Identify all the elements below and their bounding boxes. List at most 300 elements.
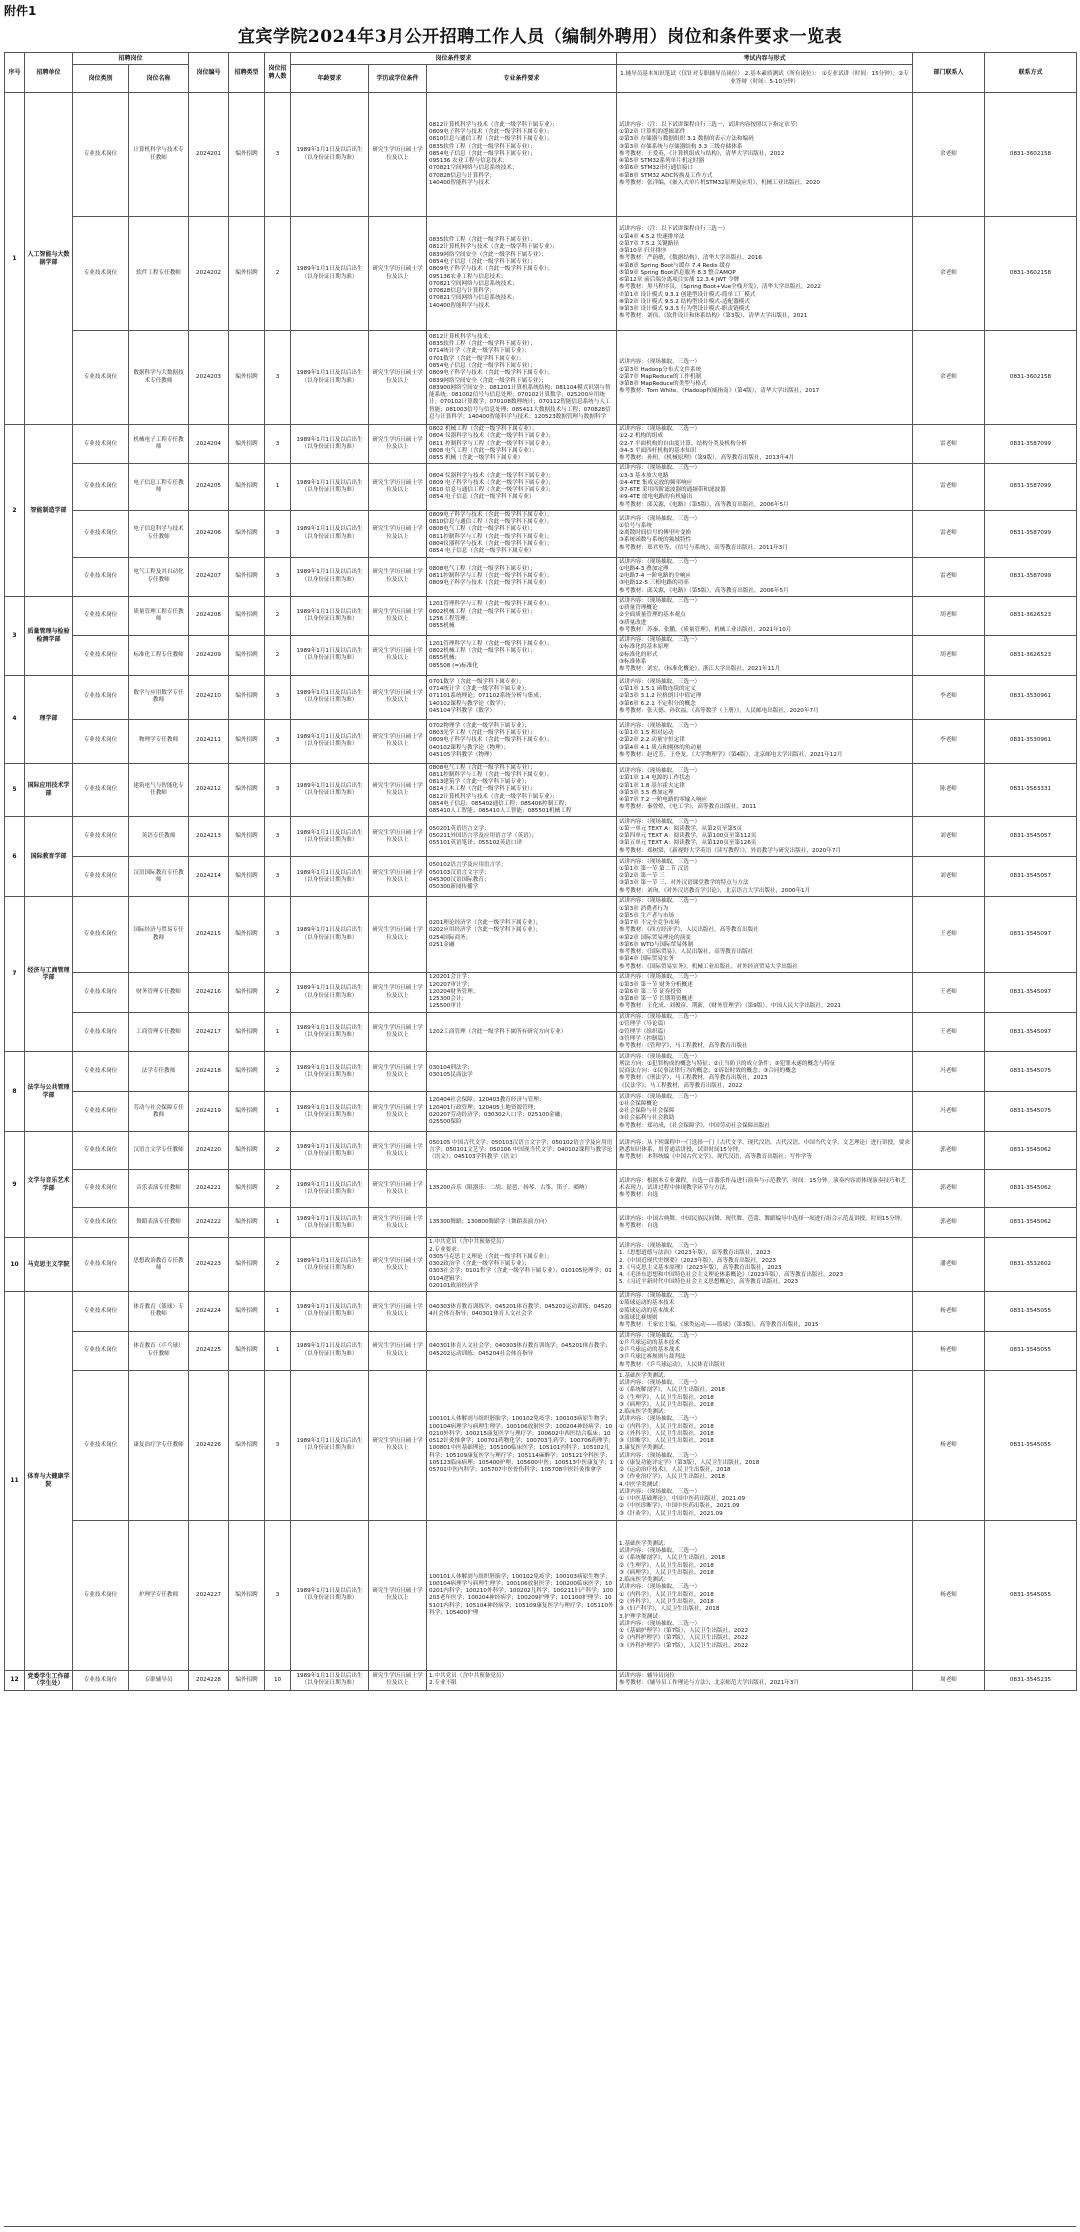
cell-age: 1989年1月1日及以后出生（以身份证日期为准） (291, 510, 369, 557)
cell-major: 0808电气工程（含此一级学科下属专业）； 0811控制科学与工程（含此一级学科下属专业）； 0809电子科学与技术（含此一级学科下属专业） (427, 557, 617, 596)
cell-major: 040303体育教育训练学；045201体育教学；045202运动训练；045204社会体育指导；040301体育人文社会学 (427, 1292, 617, 1331)
cell-recruit-type: 编外招聘 (229, 817, 265, 857)
cell-exam: 试讲内容：（现场抽取，三选一） ①2-2 机构的组成 ②2-7 平面机构的自由度计算、结构分类及机构分析 ③4-3 平面四杆机构的基本知识 参考教材：孙桓，《机械原理》（第9版），高等教育出版社，2013年4月 (617, 425, 913, 464)
cell-major: 1.中共党员（含中共预备党员） 2.专业要求： 0305马克思主义理论（含此一级学科下属专业）； 0302政治学（含此一级学科下属专业）； 0303社会学；0101哲学（含此一级学科下属专业）；010105伦理学；010104逻辑学； 020101政治经济学 (427, 1238, 617, 1292)
cell-post-type: 专业技术岗位 (73, 1052, 129, 1092)
cell-seq: 11 (5, 1292, 25, 1671)
table-row (5, 1208, 1077, 1238)
cell-post-type: 专业技术岗位 (73, 510, 129, 557)
cell-major: 100101人体解剖与组织胚胎学；100102免疫学；100103病原生物学；100104病理学与病理生理学；100106放射医学；100204神经病学；100210外科学；100215康复医学与理疗学；100602中西医结合临床；100512针灸推拿学；100701药物化学；100703生药学；100706药理学；100801中医基础理论；105100临床医学；105101内科学；105102儿科学；105109康复医学与理疗学；105114麻醉学；105121全科医学；105123临床病理；105400护理；105600中医；100513中医康复学；105701中医内科学；105707中医骨伤科学；105708中医针灸推拿学 (427, 1370, 617, 1520)
cell-count: 3 (265, 675, 291, 719)
cell-post-code: 2024222 (189, 1208, 229, 1238)
cell-major: 0201理论经济学（含此一级学科下属专业）； 0202应用经济学（含此一级学科下属专业）； 0254国际商务； 0251金融 (427, 897, 617, 973)
cell-post-code: 2024227 (189, 1520, 229, 1670)
cell-post-code: 2024203 (189, 331, 229, 425)
cell-post-name: 汉语国际教育专任教师 (129, 857, 189, 897)
cell-recruit-type: 编外招聘 (229, 1052, 265, 1092)
cell-contact: 刘老师 (913, 817, 985, 857)
cell-degree: 研究生学历且硕士学位及以上 (369, 464, 427, 511)
cell-exam: 试讲内容：中国古典舞、中国民族民间舞、现代舞、芭蕾、舞蹈编导中选择一项进行组合示范及讲授，时间15分钟。 参考教材：自选 (617, 1208, 913, 1238)
cell-post-type: 专业技术岗位 (73, 636, 129, 675)
cell-seq: 3 (5, 596, 25, 675)
cell-post-code: 2024221 (189, 1170, 229, 1208)
cell-degree: 研究生学历且硕士学位及以上 (369, 817, 427, 857)
cell-post-type: 专业技术岗位 (73, 425, 129, 464)
cell-post-name: 劳动与社会保障专任教师 (129, 1092, 189, 1132)
cell-recruit-type: 编外招聘 (229, 897, 265, 973)
cell-post-type: 专业技术岗位 (73, 464, 129, 511)
cell-degree: 研究生学历且硕士学位及以上 (369, 897, 427, 973)
col-post-group: 招聘岗位 (73, 53, 189, 65)
cell-exam: 试讲内容：（现场抽取，三选一） ①第1章 第一节 第二节 汉语 ②第2章 第一节 三 ③第3章 第一节 三、对外汉语课堂教学的特点与方法 参考教材：刘珣，《对外汉语教育学引论》，北京语言大学出版社，2000年1月 (617, 857, 913, 897)
cell-unit: 党委学生工作部（学生处） (25, 1670, 73, 1690)
table-row (5, 557, 1077, 596)
cell-count: 3 (265, 719, 291, 763)
table-row (5, 719, 1077, 763)
cell-recruit-type: 编外招聘 (229, 93, 265, 217)
cell-recruit-type: 编外招聘 (229, 1013, 265, 1052)
cell-post-code: 2024216 (189, 973, 229, 1013)
cell-age: 1989年1月1日及以后出生（以身份证日期为准） (291, 1331, 369, 1370)
table-row (5, 425, 1077, 464)
cell-count: 3 (265, 817, 291, 857)
cell-exam: 试讲内容：（注：以下试讲课程自行三选一） ①第4章 4.5.2 快速排序法 ②第7章 7.5.2 关键路径 ③第10章 归并排序 参考教材：严蔚敏，《数据结构》，清华大学出版社，2016 ④第8章 Spring Boot与缓存 7.4 Redis 缓存 ⑤第9章 Spring Boot消息服务 8.3 整合AMQP ⑥第12章 前后端分离项目实战 12.3.4 JWT 令牌 参考教材：黑马程序员，《Spring Boot+Vue全栈开发》，清华大学出版社，2022 ⑦第1章 设计模式 9.3.1 创建型设计模式-简单工厂模式 ⑧第2章 设计模式 9.5.2 结构型设计模式-适配器模式 ⑨第3章 设计模式 9.3.3 行为型设计模式-职责链模式 参考教材：刘伟，《软件设计和体系结构》（第3版），清华大学出版社，2021 (617, 217, 913, 331)
cell-post-code: 2024217 (189, 1013, 229, 1052)
cell-major: 050201英语语言文学； 050211外国语言学及应用语言学（英语）； 055101英语笔译；055102英语口译 (427, 817, 617, 857)
cell-count: 1 (265, 1292, 291, 1331)
table-row (5, 675, 1077, 719)
cell-unit: 体育与大健康学院 (25, 1292, 73, 1671)
cell-major: 100101人体解剖与组织胚胎学；100102免疫学；100103病原生物学；100104病理学与病理生理学；100106放射医学；100200临床医学；100201内科学；100210外科学；100202儿科学；100211妇产科学；100203老年医学；100204神经病学；100209护理学；101100护理学；105101内科学；105104神经病学；105109康复医学与理疗学；105110外科学；105400护理 (427, 1520, 617, 1670)
cell-post-code: 2024213 (189, 817, 229, 857)
cell-phone: 0831-3587099 (985, 557, 1077, 596)
table-row (5, 1052, 1077, 1092)
cell-degree: 研究生学历且硕士学位及以上 (369, 1208, 427, 1238)
col-post-type: 岗位类别 (73, 65, 129, 93)
cell-recruit-type: 编外招聘 (229, 510, 265, 557)
cell-exam: 试讲内容：（现场抽取，三选一） ①第1章 1.5.1 函数连续的定义 ②第3章 3.1.2 拉格朗日中值定理 ③第6章 6.2.1 不定积分的概念 参考教材：张天德、孙钦福，《高等数学（上册）》，人民邮电出版社，2020年7月 (617, 675, 913, 719)
table-row (5, 1170, 1077, 1208)
cell-recruit-type: 编外招聘 (229, 636, 265, 675)
cell-age: 1989年1月1日及以后出生（以身份证日期为准） (291, 596, 369, 635)
cell-major: 120404社会保障；120403教育经济与管理； 120401行政管理；120405土地资源管理； 020207劳动经济学；030302人口学；025100金融； 025500保险 (427, 1092, 617, 1132)
col-phone: 联系方式 (985, 53, 1077, 93)
cell-phone: 0831-3530961 (985, 719, 1077, 763)
cell-post-name: 建筑电气与智能化专任教师 (129, 763, 189, 817)
cell-phone: 0831-3545097 (985, 897, 1077, 973)
cell-contact: 胡老师 (913, 596, 985, 635)
cell-post-type: 专业技术岗位 (73, 817, 129, 857)
cell-post-code: 2024212 (189, 763, 229, 817)
cell-post-type: 专业技术岗位 (73, 93, 129, 217)
cell-post-name: 专职辅导员 (129, 1670, 189, 1690)
cell-count: 3 (265, 1370, 291, 1520)
cell-major: 120201会计学； 120207审计学； 120204财务管理； 125300会计； 125500审计 (427, 973, 617, 1013)
cell-phone: 0831-3530961 (985, 675, 1077, 719)
cell-degree: 研究生学历且硕士学位及以上 (369, 93, 427, 217)
cell-unit: 质量管理与检验检测学部 (25, 596, 73, 675)
cell-post-type: 专业技术岗位 (73, 1208, 129, 1238)
cell-contact: 杨老师 (913, 1331, 985, 1370)
cell-age: 1989年1月1日及以后出生（以身份证日期为准） (291, 897, 369, 973)
cell-recruit-type: 编外招聘 (229, 1520, 265, 1670)
cell-recruit-type: 编外招聘 (229, 719, 265, 763)
cell-post-code: 2024225 (189, 1331, 229, 1370)
cell-post-type: 专业技术岗位 (73, 217, 129, 331)
table-head (5, 53, 1077, 93)
cell-unit: 智能制造学部 (25, 425, 73, 597)
cell-degree: 研究生学历且硕士学位及以上 (369, 425, 427, 464)
cell-exam: 试讲内容：（现场抽取，三选一） ①第1章 1.5 相对运动 ②第2章 2.2 动量守恒定律 ③第4章 4.1 质点和刚体的角动量 参考教材：赵近芳、王登龙，《大学物理学》（第4版），北京邮电大学出版社，2021年12月 (617, 719, 913, 763)
cell-degree: 研究生学历且硕士学位及以上 (369, 217, 427, 331)
cell-phone: 0831-3545075 (985, 1052, 1077, 1092)
cell-exam: 试讲内容：（现场抽取，三选一） ①3-3 基本放大电路 ②4-4TE 集成运放的频率响应 ③7-6TE 采用四阶滤波器的通频带和滤波器 ④9-4TE 放电电路的有机输出 参考教材：邱关源，《电路》（第5版），高等教育出版社，2006年5月 (617, 464, 913, 511)
cell-contact: 郭老师 (913, 1208, 985, 1238)
cell-contact: 李老师 (913, 675, 985, 719)
col-exam: 考试内容与形式 (617, 53, 913, 65)
table-row (5, 596, 1077, 635)
cell-major: 1201管理科学与工程（含此一级学科下属专业）； 0802机械工程（含此一级学科下属专业）； 0855机械； 085508 (=)标准化 (427, 636, 617, 675)
cell-age: 1989年1月1日及以后出生（以身份证日期为准） (291, 557, 369, 596)
cell-phone: 0831-3545055 (985, 1370, 1077, 1520)
cell-major: 0812计算机科学与技术； 0835软件工程（含此一级学科下属专业）； 0714统计学（含此一级学科下属专业）； 0701数学（含此一级学科下属专业）； 0854电子信息（含此一级学科下属专业）； 0809电子科学与技术（含此一级学科下属专业）； 0839网络空间安全（含此一级学科下属专业）； 083900网络空间安全；081201计算机系统结构；081104模式识别与智能系统；081002信号与信息处理；070102计算数学；025200应用统计；070102计算数学；070108数理统计；070112智能信息系统与人工智能；081003信号与信息处理；085411大数据技术与工程；070828信息与计算科学；140400智能科学与技术；120523数据管理与数据科学 (427, 331, 617, 425)
cell-post-type: 专业技术岗位 (73, 1670, 129, 1690)
cell-exam: 试讲内容：（现场抽取，三选一） ①第3章 消费者行为 ②第5章 生产者与市场 ③第7章 不完全竞争市场 参考教材：《西方经济学》，人民出版社，高等教育出版社 ④第2章 国际贸易理论的演变 ⑤第6章 WTO与国际贸易体制 参考教材：《国际贸易》，人民出版社，高等教育出版社 ⑥第4章 国际贸易实务 参考教材：《国际贸易实务》，机械工业出版社，对外经济贸易大学出版社 (617, 897, 913, 973)
cell-post-name: 电气工程及其自动化专任教师 (129, 557, 189, 596)
cell-phone: 0831-3545057 (985, 857, 1077, 897)
cell-major: 050102语言学及应用语言学； 050103汉语言文字学； 045300汉语国际教育； 050300新闻传播学 (427, 857, 617, 897)
cell-contact: 冯老师 (913, 1092, 985, 1132)
cell-count: 3 (265, 1520, 291, 1670)
cell-phone: 0831-3545062 (985, 1132, 1077, 1170)
cell-post-code: 2024201 (189, 93, 229, 217)
cell-contact: 郭老师 (913, 1132, 985, 1170)
cell-recruit-type: 编外招聘 (229, 973, 265, 1013)
cell-count: 3 (265, 857, 291, 897)
recruitment-table (4, 52, 1077, 1691)
cell-post-code: 2024224 (189, 1292, 229, 1331)
cell-count: 10 (265, 1670, 291, 1690)
cell-recruit-type: 编外招聘 (229, 1670, 265, 1690)
cell-count: 2 (265, 636, 291, 675)
cell-post-type: 专业技术岗位 (73, 1013, 129, 1052)
cell-post-name: 康复治疗学专任教师 (129, 1370, 189, 1520)
cell-contact: 冯老师 (913, 1052, 985, 1092)
cell-degree: 研究生学历且硕士学位及以上 (369, 719, 427, 763)
cell-major: 0812计算机科学与技术（含此一级学科下属专业）； 0809电子科学与技术（含此一级学科下属专业）； 0810信息与通信工程（含此一级学科下属专业）； 0835软件工程（含此一级学科下属专业）； 0854电子信息（含此一级学科下属专业）； 095136 农业工程与信息技术； 070821空间网络与信息系统技术； 070828信息与计算科学； 140400智能科学与技术 (427, 93, 617, 217)
cell-count: 2 (265, 1132, 291, 1170)
cell-exam: 试讲内容：（现场抽取，三选一） ①第1章 1.4 电源的工作状态 ②第1章 1.8 基尔霍夫定律 ③第3章 3.5 叠加定理 ④第7章 7.2 一阶电路的零输入响应 参考教材：秦曾煌，《电工学》，高等教育出版社，2011 (617, 763, 913, 817)
cell-age: 1989年1月1日及以后出生（以身份证日期为准） (291, 1238, 369, 1292)
cell-seq: 1 (5, 93, 25, 425)
cell-age: 1989年1月1日及以后出生（以身份证日期为准） (291, 636, 369, 675)
cell-phone: 0831-3545075 (985, 1092, 1077, 1132)
cell-degree: 研究生学历且硕士学位及以上 (369, 675, 427, 719)
cell-recruit-type: 编外招聘 (229, 217, 265, 331)
cell-age: 1989年1月1日及以后出生（以身份证日期为准） (291, 1170, 369, 1208)
cell-post-type: 专业技术岗位 (73, 675, 129, 719)
cell-post-name: 计算机科学与技术专任教师 (129, 93, 189, 217)
cell-post-type: 专业技术岗位 (73, 897, 129, 973)
cell-exam: 试讲内容：辅导员岗位 参考教材：《辅导员工作理论与方法》，北京师范大学出版社，2021年3月 (617, 1670, 913, 1690)
cell-recruit-type: 编外招聘 (229, 1331, 265, 1370)
cell-exam: 试讲内容：（现场抽取，三选一） ①管理学（导论篇） ②管理学（组织篇） ③管理学（控制篇） 参考教材：《管理学》，马工程教材，高等教育出版社 (617, 1013, 913, 1052)
cell-age: 1989年1月1日及以后出生（以身份证日期为准） (291, 675, 369, 719)
cell-recruit-type: 编外招聘 (229, 1170, 265, 1208)
cell-age: 1989年1月1日及以后出生（以身份证日期为准） (291, 1670, 369, 1690)
cell-post-name: 物理学专任教师 (129, 719, 189, 763)
cell-exam: 1.基础医学类测试： 试讲内容：（现场抽取，三选一） ①《系统解剖学》，人民卫生出版社，2018 ②《生理学》，人民卫生出版社，2018 ③《病理学》，人民卫生出版社，2018 2.临床医学类测试： 试讲内容：（现场抽取，三选一） ①《内科学》，人民卫生出版社，2018 ②《外科学》，人民卫生出版社，2018 ③《妇产科学》，人民卫生出版社，2018 3.护理学类测试： 试讲内容：（现场抽取，三选一） ①《基础护理学》（第7版），人民卫生出版社，2022 ②《内科护理学》（第7版），人民卫生出版社，2022 ③《外科护理学》（第7版），人民卫生出版社，2022 (617, 1520, 913, 1670)
cell-unit: 经济与工商管理学部 (25, 897, 73, 1052)
col-recruit-type: 招聘类型 (229, 53, 265, 93)
cell-recruit-type: 编外招聘 (229, 1132, 265, 1170)
table-row (5, 1670, 1077, 1690)
cell-phone: 0831-3545062 (985, 1208, 1077, 1238)
table-row (5, 1013, 1077, 1052)
cell-phone: 0831-3545055 (985, 1520, 1077, 1670)
cell-major: 0808电气工程（含此一级学科下属专业）； 0811控制科学与工程（含此一级学科下属专业）； 0813建筑学（含此一级学科下属专业）； 0814土木工程（含此一级学科下属专业）； 0812计算机科学与技术（含此一级学科下属专业）； 0854电子信息；085402通信工程；085406控制工程； 085410人工智能；085410人工智能；085501机械工程 (427, 763, 617, 817)
cell-contact: 王老师 (913, 973, 985, 1013)
cell-age: 1989年1月1日及以后出生（以身份证日期为准） (291, 93, 369, 217)
cell-count: 2 (265, 217, 291, 331)
cell-post-name: 国际经济与贸易专任教师 (129, 897, 189, 973)
cell-degree: 研究生学历且硕士学位及以上 (369, 1092, 427, 1132)
cell-post-code: 2024215 (189, 897, 229, 973)
attachment-label: 附件1 (4, 4, 37, 18)
cell-seq: 12 (5, 1670, 25, 1690)
cell-count: 3 (265, 510, 291, 557)
cell-age: 1989年1月1日及以后出生（以身份证日期为准） (291, 1052, 369, 1092)
cell-contact: 胡老师 (913, 636, 985, 675)
cell-phone: 0831-3587099 (985, 464, 1077, 511)
cell-count: 2 (265, 1052, 291, 1092)
cell-seq: 10 (5, 1238, 25, 1292)
cell-seq: 5 (5, 763, 25, 817)
cell-post-name: 工商管理专任教师 (129, 1013, 189, 1052)
table-row (5, 93, 1077, 217)
cell-contact: 王老师 (913, 1013, 985, 1052)
cell-seq: 2 (5, 425, 25, 597)
cell-phone: 0831-3587099 (985, 510, 1077, 557)
cell-unit: 人工智能与大数据学部 (25, 93, 73, 425)
cell-post-name: 体育教育（乒乓球）专任教师 (129, 1331, 189, 1370)
cell-unit: 马克思主义学院 (25, 1238, 73, 1292)
cell-contact: 雷老师 (913, 557, 985, 596)
cell-recruit-type: 编外招聘 (229, 857, 265, 897)
cell-phone: 0831-3545097 (985, 973, 1077, 1013)
cell-post-type: 专业技术岗位 (73, 719, 129, 763)
cell-degree: 研究生学历且硕士学位及以上 (369, 1238, 427, 1292)
cell-post-code: 2024209 (189, 636, 229, 675)
cell-post-code: 2024202 (189, 217, 229, 331)
cell-count: 3 (265, 897, 291, 973)
table-row (5, 1092, 1077, 1132)
cell-contact: 雷老师 (913, 425, 985, 464)
cell-contact: 潘老师 (913, 1238, 985, 1292)
cell-count: 3 (265, 425, 291, 464)
table-body (5, 93, 1077, 1691)
cell-contact: 李老师 (913, 719, 985, 763)
cell-contact: 杨老师 (913, 1520, 985, 1670)
cell-contact: 余老师 (913, 217, 985, 331)
cell-count: 2 (265, 1238, 291, 1292)
col-unit: 招聘单位 (25, 53, 73, 93)
cell-exam: 试讲内容：（注：以下试讲课程自行三选一，试讲内容按照以下指定章节） ①第2章 计算机的逻辑部件 ②第3章 存储器与数据组织 3.1 数据的表示方法和编码 ③第3章 存储系统与存储器结构 3.3 三级存储体系 参考教材：王爱英，《计算机组成与结构》，清华大学出版社，2012 ④第5章 STM32系列单片机定时器 ⑤第6章 STM32串行通信接口 ⑥第8章 STM32 ADC转换及工作方式 参考教材：张洋编，《嵌入式单片机STM32原理及应用》，机械工业出版社，2020 (617, 93, 913, 217)
cell-post-type: 专业技术岗位 (73, 763, 129, 817)
cell-post-name: 体育教育（篮球）专任教师 (129, 1292, 189, 1331)
table-row (5, 973, 1077, 1013)
cell-post-code: 2024211 (189, 719, 229, 763)
cell-phone: 0831-3545235 (985, 1670, 1077, 1690)
table-row (5, 1132, 1077, 1170)
cell-seq: 9 (5, 1132, 25, 1238)
cell-exam: 试讲内容：（现场抽取，三选一） ①第3章 第一节 财务分析概述 ②第6章 第二节 证券投资 ③第8章 第一节 长期筹资概述 参考教材：王化成、刘俊彦、荆新，《财务管理学》（第9版），中国人民大学出版社，2021 (617, 973, 913, 1013)
cell-degree: 研究生学历且硕士学位及以上 (369, 1013, 427, 1052)
cell-post-name: 质量管理工程专任教师 (129, 596, 189, 635)
table-row (5, 217, 1077, 331)
table-row (5, 331, 1077, 425)
cell-age: 1989年1月1日及以后出生（以身份证日期为准） (291, 1013, 369, 1052)
cell-exam: 试讲内容：（现场抽取，三选一） ①篮球运动的基本技术 ②篮球运动的基本战术 ③篮球比赛规则 参考教材：王家宏主编，《球类运动——篮球》（第3版），高等教育出版社，2015 (617, 1292, 913, 1331)
cell-phone: 0831-3545055 (985, 1292, 1077, 1331)
cell-phone: 0831-3545055 (985, 1331, 1077, 1370)
cell-recruit-type: 编外招聘 (229, 1292, 265, 1331)
cell-unit: 国际教育学部 (25, 817, 73, 897)
cell-post-type: 专业技术岗位 (73, 973, 129, 1013)
cell-age: 1989年1月1日及以后出生（以身份证日期为准） (291, 1132, 369, 1170)
cell-major: 030104刑法学； 030105民商法学 (427, 1052, 617, 1092)
cell-degree: 研究生学历且硕士学位及以上 (369, 1170, 427, 1208)
cell-age: 1989年1月1日及以后出生（以身份证日期为准） (291, 1292, 369, 1331)
cell-exam: 试讲内容：（现场抽取，三选一） 1.《思想道德与法治》（2023年版），高等教育出版社，2023 2.《中国近现代史纲要》（2023年版），高等教育出版社，2023 3.《马克思主义基本原理》（2023年版），高等教育出版社，2023 4.《毛泽东思想和中国特色社会主义理论体系概论》（2023年版），高等教育出版社，2023 5.《习近平新时代中国特色社会主义思想概论》，高等教育出版社，2023 (617, 1238, 913, 1292)
cell-post-type: 专业技术岗位 (73, 1238, 129, 1292)
cell-post-type: 专业技术岗位 (73, 1092, 129, 1132)
cell-contact: 雷老师 (913, 464, 985, 511)
cell-age: 1989年1月1日及以后出生（以身份证日期为准） (291, 1520, 369, 1670)
cell-exam: 试讲内容：根据本专业课程，自选一首器乐作品进行演奏与示范教学，时间：15分钟。演奏内容需体现演奏技巧和艺术表现力，试讲过程中体现教学环节与方法。 参考教材：自选 (617, 1170, 913, 1208)
cell-major: 135200音乐（限器乐：二胡、琵琶、扬琴、古筝、笛子、唢呐） (427, 1170, 617, 1208)
cell-post-name: 舞蹈表演专任教师 (129, 1208, 189, 1238)
cell-post-name: 音乐表演专任教师 (129, 1170, 189, 1208)
col-seq: 序号 (5, 53, 25, 93)
cell-post-code: 2024214 (189, 857, 229, 897)
cell-age: 1989年1月1日及以后出生（以身份证日期为准） (291, 1208, 369, 1238)
cell-recruit-type: 编外招聘 (229, 1238, 265, 1292)
cell-major: 0809电子科学与技术（含此一级学科下属专业）； 0810信息与通信工程（含此一级学科下属专业）； 0808电气工程（含此一级学科下属专业）； 0811控制科学与工程（含此一级学科下属专业）； 0804仪器科学与技术（含此一级学科下属专业）； 0854 电子信息（含此一级学科下属专业） (427, 510, 617, 557)
cell-recruit-type: 编外招聘 (229, 1208, 265, 1238)
cell-post-code: 2024205 (189, 464, 229, 511)
cell-post-name: 财务管理专任教师 (129, 973, 189, 1013)
cell-post-type: 专业技术岗位 (73, 857, 129, 897)
cell-exam: 试讲内容：（现场抽取，三选一） ①社会保障概论 ②社会保险与社会保障 ③社会福利与社会救助 参考教材：郑功成，《社会保障学》，中国劳动社会保障出版社 (617, 1092, 913, 1132)
cell-post-name: 英语专任教师 (129, 817, 189, 857)
cell-post-type: 专业技术岗位 (73, 596, 129, 635)
cell-recruit-type: 编外招聘 (229, 557, 265, 596)
cell-major: 0804 仪器科学与技术（含此一级学科下属专业）； 0809 电子科学与技术（含此一级学科下属专业）； 0810 信息与通信工程（含此一级学科下属专业）； 0854 电子信息（含此一级学科下属专业） (427, 464, 617, 511)
cell-post-type: 专业技术岗位 (73, 557, 129, 596)
cell-phone: 0831-3545057 (985, 817, 1077, 857)
cell-post-type: 专业技术岗位 (73, 1132, 129, 1170)
cell-major: 0702物理学（含此一级学科下属专业）； 0803光学工程（含此一级学科下属专业）； 0809电子科学与技术（含此一级学科下属专业）； 040102课程与教学论（物理）； 045105学科教学（物理） (427, 719, 617, 763)
cell-degree: 研究生学历且硕士学位及以上 (369, 1520, 427, 1670)
cell-exam: 试讲内容：（现场抽取，三选一） ①第3章 Hadoop分布式文件系统 ②第7章 MapReduce的工作机制 ③第8章 MapReduce的类型与格式 参考教材：Tom White，《Hadoop权威指南》（第4版），清华大学出版社，2017 (617, 331, 913, 425)
cell-post-type: 专业技术岗位 (73, 1170, 129, 1208)
table-row (5, 1520, 1077, 1670)
cell-major: 135300舞蹈；130800舞蹈学（舞蹈表演方向） (427, 1208, 617, 1238)
page-title: 宜宾学院2024年3月公开招聘工作人员（编制外聘用）岗位和条件要求一览表 (237, 27, 843, 47)
col-contact: 部门联系人 (913, 53, 985, 93)
cell-post-name: 机械电子工程专任教师 (129, 425, 189, 464)
cell-post-code: 2024208 (189, 596, 229, 635)
cell-major: 1201管理科学与工程（含此一级学科下属专业）； 0802机械工程（含此一级学科下属专业）； 1256工程管理； 0855机械 (427, 596, 617, 635)
cell-post-name: 电子信息工程专任教师 (129, 464, 189, 511)
cell-degree: 研究生学历且硕士学位及以上 (369, 331, 427, 425)
cell-seq: 4 (5, 675, 25, 763)
cell-post-name: 软件工程专任教师 (129, 217, 189, 331)
table-row (5, 510, 1077, 557)
col-degree: 学历或学位条件 (369, 65, 427, 93)
cell-recruit-type: 编外招聘 (229, 425, 265, 464)
cell-recruit-type: 编外招聘 (229, 596, 265, 635)
cell-post-name: 数学与应用数学专任教师 (129, 675, 189, 719)
cell-seq: 7 (5, 897, 25, 1052)
cell-degree: 研究生学历且硕士学位及以上 (369, 596, 427, 635)
cell-post-code: 2024228 (189, 1670, 229, 1690)
cell-recruit-type: 编外招聘 (229, 331, 265, 425)
table-row (5, 1292, 1077, 1331)
cell-post-code: 2024204 (189, 425, 229, 464)
cell-phone: 0831-3532602 (985, 1238, 1077, 1292)
cell-phone: 0831-3602158 (985, 217, 1077, 331)
cell-contact: 周老师 (913, 1670, 985, 1690)
cell-age: 1989年1月1日及以后出生（以身份证日期为准） (291, 217, 369, 331)
table-row (5, 1238, 1077, 1292)
cell-post-code: 2024210 (189, 675, 229, 719)
table-row (5, 1331, 1077, 1370)
cell-exam: 试讲内容：（现场抽取，三选一） ①乒乓球运动的基本技术 ②乒乓球运动的基本战术 ③乒乓球比赛规则与裁判法 参考教材：《乒乓球运动》，人民体育出版社 (617, 1331, 913, 1370)
cell-post-code: 2024220 (189, 1132, 229, 1170)
cell-post-type: 专业技术岗位 (73, 1292, 129, 1331)
cell-recruit-type: 编外招聘 (229, 675, 265, 719)
cell-phone: 0831-3626523 (985, 636, 1077, 675)
cell-contact: 王老师 (913, 897, 985, 973)
cell-degree: 研究生学历且硕士学位及以上 (369, 1132, 427, 1170)
cell-count: 1 (265, 464, 291, 511)
cell-age: 1989年1月1日及以后出生（以身份证日期为准） (291, 973, 369, 1013)
table-row (5, 817, 1077, 857)
bottom-rule (4, 2226, 1076, 2227)
cell-degree: 研究生学历且硕士学位及以上 (369, 857, 427, 897)
cell-post-code: 2024219 (189, 1092, 229, 1132)
cell-major: 0802 机械工程（含此一级学科下属专业）； 0804 仪器科学与技术（含此一级学科下属专业）； 0811 控制科学与工程（含此一级学科下属专业）； 0808 电气工程（含此一级学科下属专业）； 0855 机械（含此一级学科下属专业） (427, 425, 617, 464)
cell-age: 1989年1月1日及以后出生（以身份证日期为准） (291, 464, 369, 511)
cell-age: 1989年1月1日及以后出生（以身份证日期为准） (291, 1092, 369, 1132)
cell-degree: 研究生学历且硕士学位及以上 (369, 973, 427, 1013)
cell-contact: 杨老师 (913, 1292, 985, 1331)
cell-post-name: 数据科学与大数据技术专任教师 (129, 331, 189, 425)
cell-post-name: 思想政治教育专任教师 (129, 1238, 189, 1292)
cell-phone: 0831-3602158 (985, 93, 1077, 217)
cell-major: 1.中共党员（含中共预备党员） 2.专业不限 (427, 1670, 617, 1690)
cell-post-type: 专业技术岗位 (73, 331, 129, 425)
cell-count: 2 (265, 596, 291, 635)
cell-count: 1 (265, 1092, 291, 1132)
cell-exam: 试讲内容：（现场抽取，三选一） ①质量管理概论 ②全面质量管理的基本观点 ③质量改进 参考教材：苏秦、张鹏，《质量管理》，机械工业出版社，2021年10月 (617, 596, 913, 635)
cell-count: 3 (265, 331, 291, 425)
cell-age: 1989年1月1日及以后出生（以身份证日期为准） (291, 425, 369, 464)
cell-degree: 研究生学历且硕士学位及以上 (369, 557, 427, 596)
cell-age: 1989年1月1日及以后出生（以身份证日期为准） (291, 763, 369, 817)
